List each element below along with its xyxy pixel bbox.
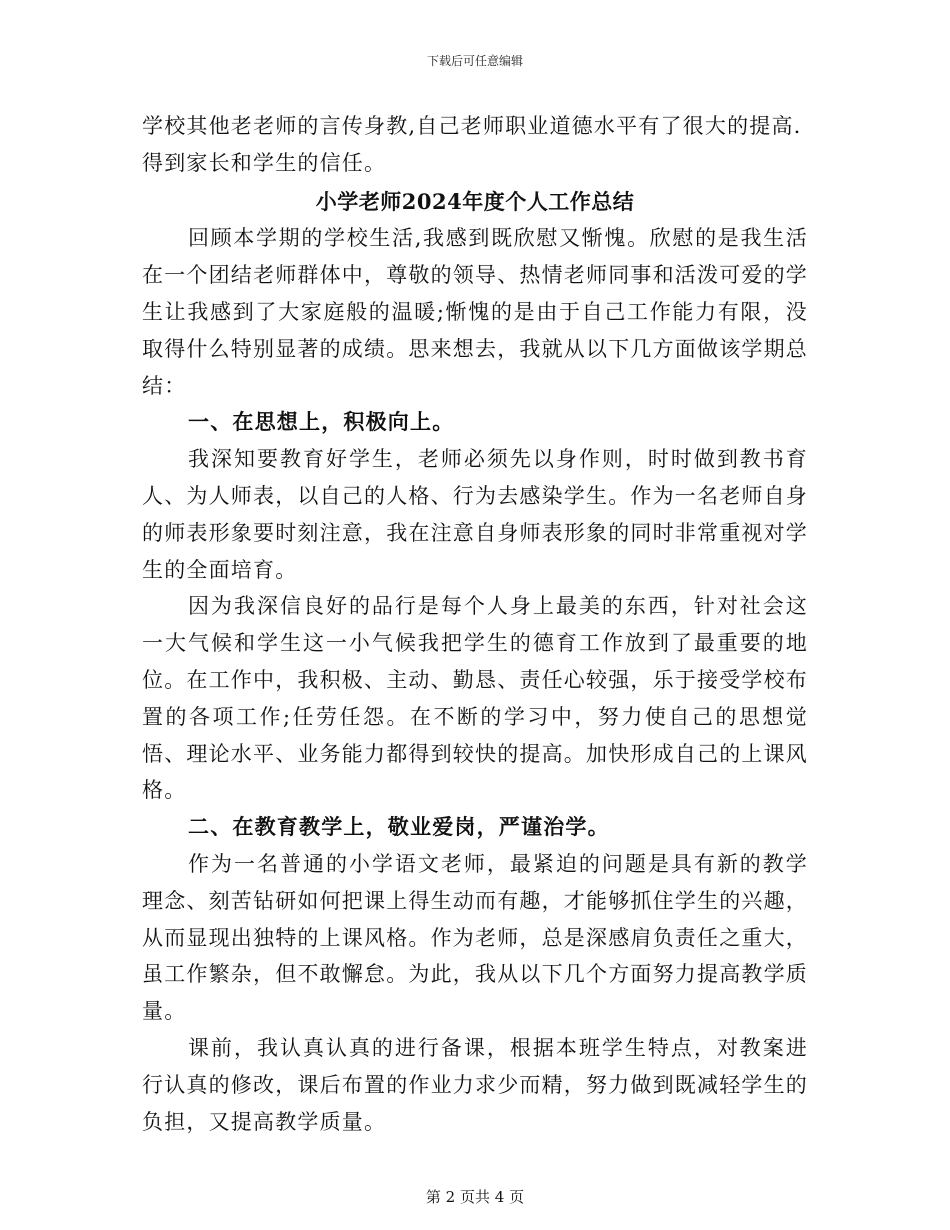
intro-line-1: 学校其他老老师的言传身教,自己老师职业道德水平有了很大的提高. <box>142 114 802 138</box>
paragraph-thought: 我深知要教育好学生，老师必须先以身作则，时时做到教书育人、为人师表，以自己的人格、行为去感染学生。作为一名老师自身的师表形象要时刻注意，我在注意自身师表形象的同时非常重视对学生的全面培育。 <box>142 447 808 582</box>
paragraph-teaching: 作为一名普通的小学语文老师，最紧迫的问题是具有新的教学理念、刻苦钻研如何把课上得生动而有趣，才能够抓住学生的兴趣，从而显现出独特的上课风格。作为老师，总是深感肩负责任之重大，虽工作繁杂，但不敢懈怠。为此，我从以下几个方面努力提高教学质量。 <box>142 851 808 1024</box>
section-heading-teaching: 二、在教育教学上，敬业爱岗，严谨治学。 <box>188 814 610 840</box>
paragraph-lesson-prep: 课前，我认真认真的进行备课，根据本班学生特点，对教案进行认真的修改，课后布置的作业力求少而精，努力做到既减轻学生的负担，又提高教学质量。 <box>142 1035 808 1134</box>
document-body <box>142 108 808 1140</box>
document-title: 小学老师2024年度个人工作总结 <box>315 188 635 214</box>
page-number: 第 2 页共 4 页 <box>425 1188 525 1206</box>
intro-line-2: 得到家长和学生的信任。 <box>142 150 387 175</box>
section-heading-thought: 一、在思想上，积极向上。 <box>188 409 455 435</box>
paragraph-moral-education: 因为我深信良好的品行是每个人身上最美的东西，针对社会这一大气候和学生这一小气候我把学生的德育工作放到了最重要的地位。在工作中，我积极、主动、勤恳、责任心较强，乐于接受学校布置的各项工作;任劳任怨。在不断的学习中，努力使自己的思想觉悟、理论水平、业务能力都得到较快的提高。加快形成自己的上课风格。 <box>142 594 808 803</box>
page-header-note: 下载后可任意编辑 <box>426 54 523 68</box>
paragraph-review: 回顾本学期的学校生活,我感到既欣慰又惭愧。欣慰的是我生活在一个团结老师群体中，尊敬的领导、热情老师同事和活泼可爱的学生让我感到了大家庭般的温暖;惭愧的是由于自己工作能力有限，没取得什么特别显著的成绩。思来想去，我就从以下几方面做该学期总结： <box>142 226 808 398</box>
